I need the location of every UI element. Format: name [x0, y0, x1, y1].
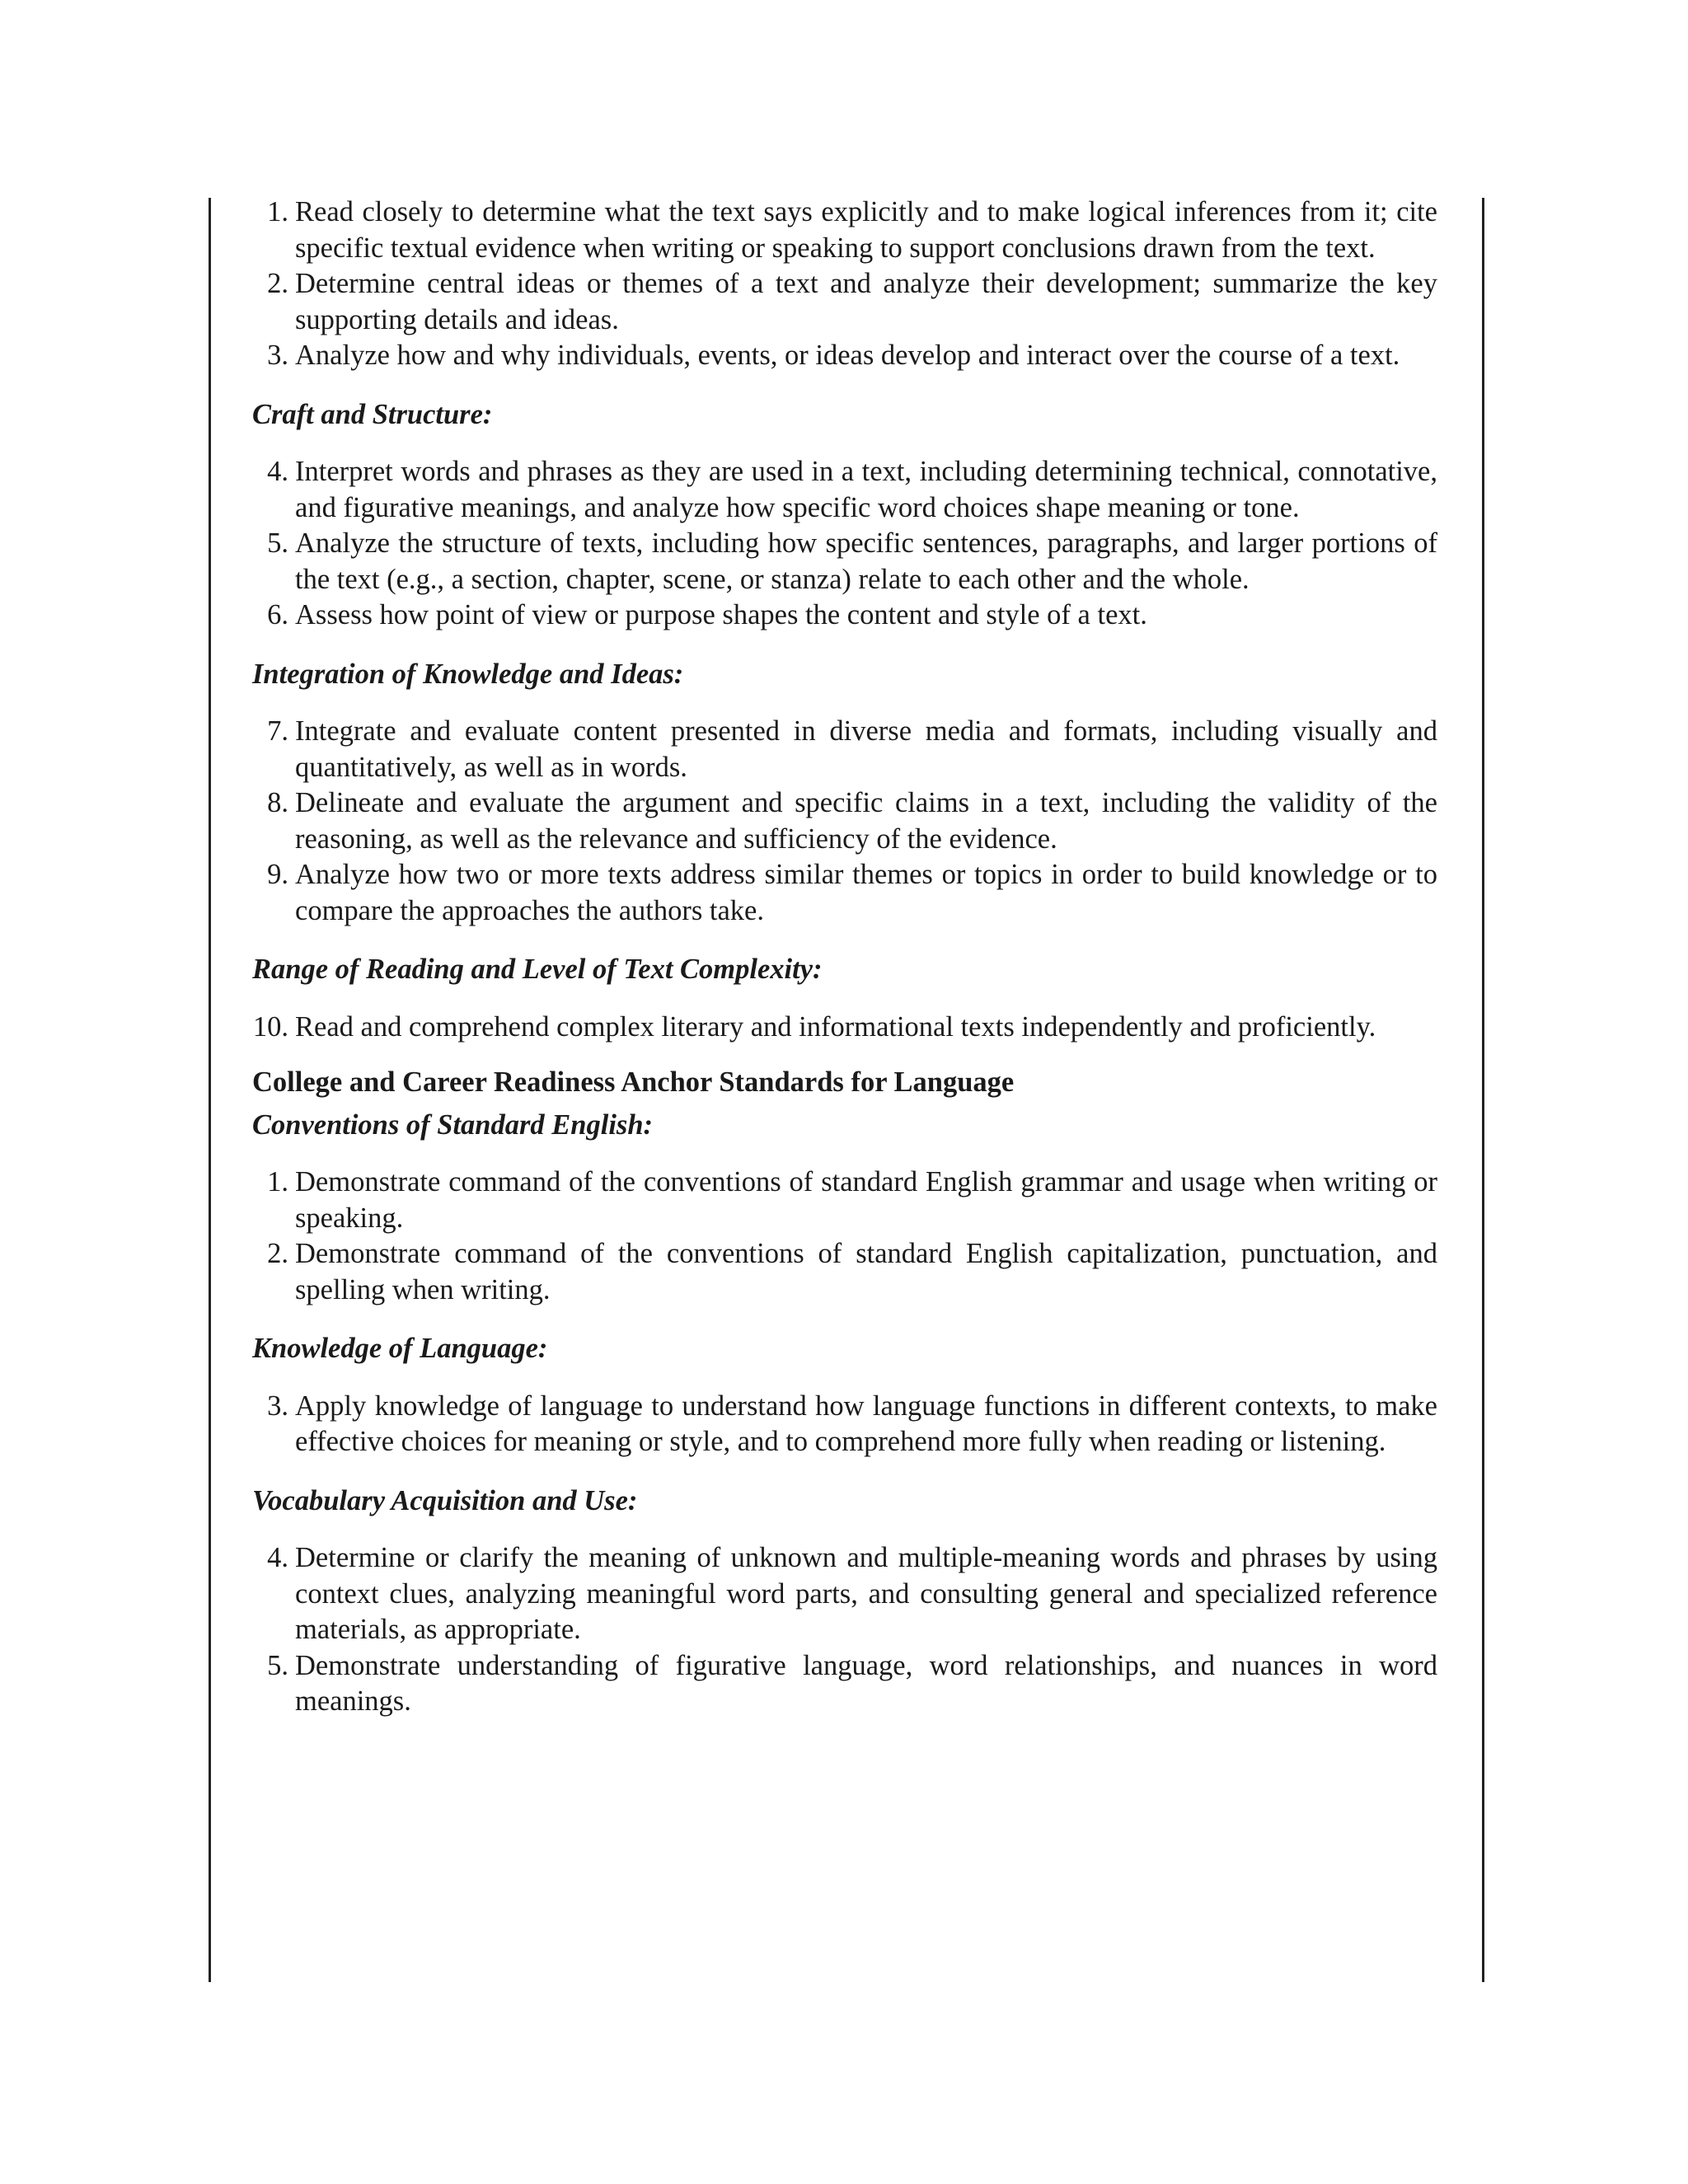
- item-number: 4.: [267, 1542, 288, 1573]
- item-number: 10.: [252, 1010, 288, 1043]
- range-heading: Range of Reading and Level of Text Complexity:: [252, 954, 823, 985]
- item-text: Delineate and evaluate the argument and specific claims in a text, including the validity of the reasoning, as well as the relevance and sufficiency of the evidence.: [295, 787, 1437, 855]
- item-text: Read closely to determine what the text says explicitly and to make logical inferences from it; cite specific textual evidence when writing or speaking to support conclusions drawn from the text.: [295, 196, 1437, 264]
- conventions-list: [252, 1165, 1437, 1308]
- list-item: [252, 1165, 1437, 1236]
- list-item: [252, 526, 1437, 598]
- list-item: [252, 1648, 1437, 1720]
- right-margin-rule: [1482, 198, 1484, 1982]
- item-number: 5.: [267, 527, 288, 559]
- list-item: [252, 857, 1437, 929]
- item-text: Analyze the structure of texts, including how specific sentences, paragraphs, and larger portions of the text (e.g., a section, chapter, scene, or stanza) relate to each other and the whole.: [295, 527, 1437, 595]
- item-text: Demonstrate command of the conventions of standard English grammar and usage when writing or speaking.: [295, 1166, 1437, 1234]
- item-number: 5.: [267, 1649, 288, 1681]
- left-margin-rule: [209, 198, 211, 1982]
- item-text: Apply knowledge of language to understand how language functions in different contexts, to make effective choices for meaning or style, and to comprehend more fully when reading or listening.: [295, 1390, 1437, 1457]
- list-item: [252, 1010, 1437, 1046]
- vocabulary-list: [252, 1540, 1437, 1720]
- item-text: Assess how point of view or purpose shapes the content and style of a text.: [295, 599, 1147, 630]
- item-text: Analyze how and why individuals, events, or ideas develop and interact over the course of a text.: [295, 340, 1400, 371]
- item-text: Demonstrate understanding of figurative language, word relationships, and nuances in word meanings.: [295, 1649, 1437, 1717]
- item-number: 6.: [267, 599, 288, 630]
- craft-structure-heading: Craft and Structure:: [252, 398, 493, 430]
- range-list: [252, 1010, 1437, 1046]
- list-item: [252, 194, 1437, 266]
- craft-structure-list: [252, 454, 1437, 634]
- item-number: 7.: [267, 715, 288, 747]
- integration-heading: Integration of Knowledge and Ideas:: [252, 658, 684, 690]
- item-number: 1.: [267, 1166, 288, 1197]
- list-item: [252, 785, 1437, 857]
- list-item: [252, 266, 1437, 338]
- list-item: [252, 1236, 1437, 1308]
- item-text: Determine central ideas or themes of a text and analyze their development; summarize the key supporting details and ideas.: [295, 268, 1437, 335]
- list-item: [252, 454, 1437, 526]
- list-item: [252, 1540, 1437, 1648]
- item-number: 4.: [267, 456, 288, 487]
- list-item: [252, 714, 1437, 785]
- integration-list: [252, 714, 1437, 929]
- item-text: Demonstrate command of the conventions of standard English capitalization, punctuation, and spelling when writing.: [295, 1238, 1437, 1305]
- item-text: Read and comprehend complex literary and informational texts independently and proficiently.: [295, 1010, 1376, 1043]
- item-text: Determine or clarify the meaning of unknown and multiple-meaning words and phrases by using context clues, analyzing meaningful word parts, and consulting general and specialized reference materials, as appropriate.: [295, 1542, 1437, 1645]
- item-number: 8.: [267, 787, 288, 818]
- item-text: Analyze how two or more texts address similar themes or topics in order to build knowledge or to compare the approaches the authors take.: [295, 859, 1437, 926]
- item-number: 1.: [267, 196, 288, 227]
- list-item: [252, 1389, 1437, 1460]
- language-anchor-title: College and Career Readiness Anchor Standards for Language: [252, 1066, 1015, 1098]
- knowledge-list: [252, 1389, 1437, 1460]
- item-number: 2.: [267, 268, 288, 299]
- item-number: 3.: [267, 1390, 288, 1422]
- list-item: [252, 598, 1437, 634]
- item-text: Integrate and evaluate content presented in diverse media and formats, including visually and quantitatively, as well as in words.: [295, 715, 1437, 783]
- item-number: 2.: [267, 1238, 288, 1269]
- item-text: Interpret words and phrases as they are used in a text, including determining technical, connotative, and figurative meanings, and analyze how specific word choices shape meaning or tone.: [295, 456, 1437, 523]
- conventions-heading: Conventions of Standard English:: [252, 1108, 654, 1141]
- vocabulary-heading: Vocabulary Acquisition and Use:: [252, 1484, 638, 1516]
- item-number: 9.: [267, 859, 288, 890]
- document-body: [252, 194, 1437, 1720]
- reading-key-ideas-list: [252, 194, 1437, 374]
- item-number: 3.: [267, 340, 288, 371]
- list-item: [252, 338, 1437, 374]
- knowledge-heading: Knowledge of Language:: [252, 1333, 548, 1364]
